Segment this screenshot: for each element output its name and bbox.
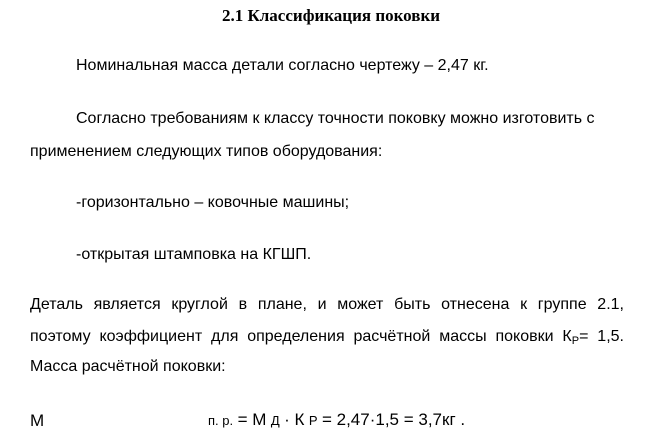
coefficient-value: = 1,5.: [579, 328, 624, 345]
formula-expression: [208, 410, 465, 430]
equipment-list-item-1: -горизонтально – ковочные машины;: [76, 194, 350, 211]
coefficient-text: поэтому коэффициент для определения расчётной массы поковки К: [30, 328, 572, 345]
calc-mass-label: Масса расчётной поковки:: [30, 358, 226, 375]
section-title: 2.1 Классификация поковки: [221, 6, 441, 25]
equipment-list-item-2: -открытая штамповка на КГШП.: [76, 246, 312, 263]
formula-k-subscript: Р: [308, 413, 318, 428]
group-paragraph-line-1: Деталь является круглой в плане, и может быть отнесена к группе 2.1,: [30, 296, 624, 313]
nominal-mass-paragraph: Номинальная масса детали согласно чертежу – 2,47 кг.: [76, 57, 489, 74]
formula-md-subscript: Д: [270, 413, 280, 428]
equipment-paragraph-line-2: применением следующих типов оборудования:: [30, 143, 383, 160]
equipment-paragraph-line-1: Согласно требованиям к классу точности поковку можно изготовить с: [76, 110, 595, 127]
formula-mult-k: · К: [284, 410, 305, 429]
coefficient-subscript: Р: [571, 335, 580, 347]
group-paragraph-line-2: [30, 328, 624, 347]
formula-lhs-subscript: п. р.: [208, 413, 234, 428]
formula-result: = 2,47·1,5 = 3,7кг .: [321, 410, 466, 429]
formula-lhs: М: [30, 411, 45, 430]
formula-eq-md: = М: [237, 410, 267, 429]
